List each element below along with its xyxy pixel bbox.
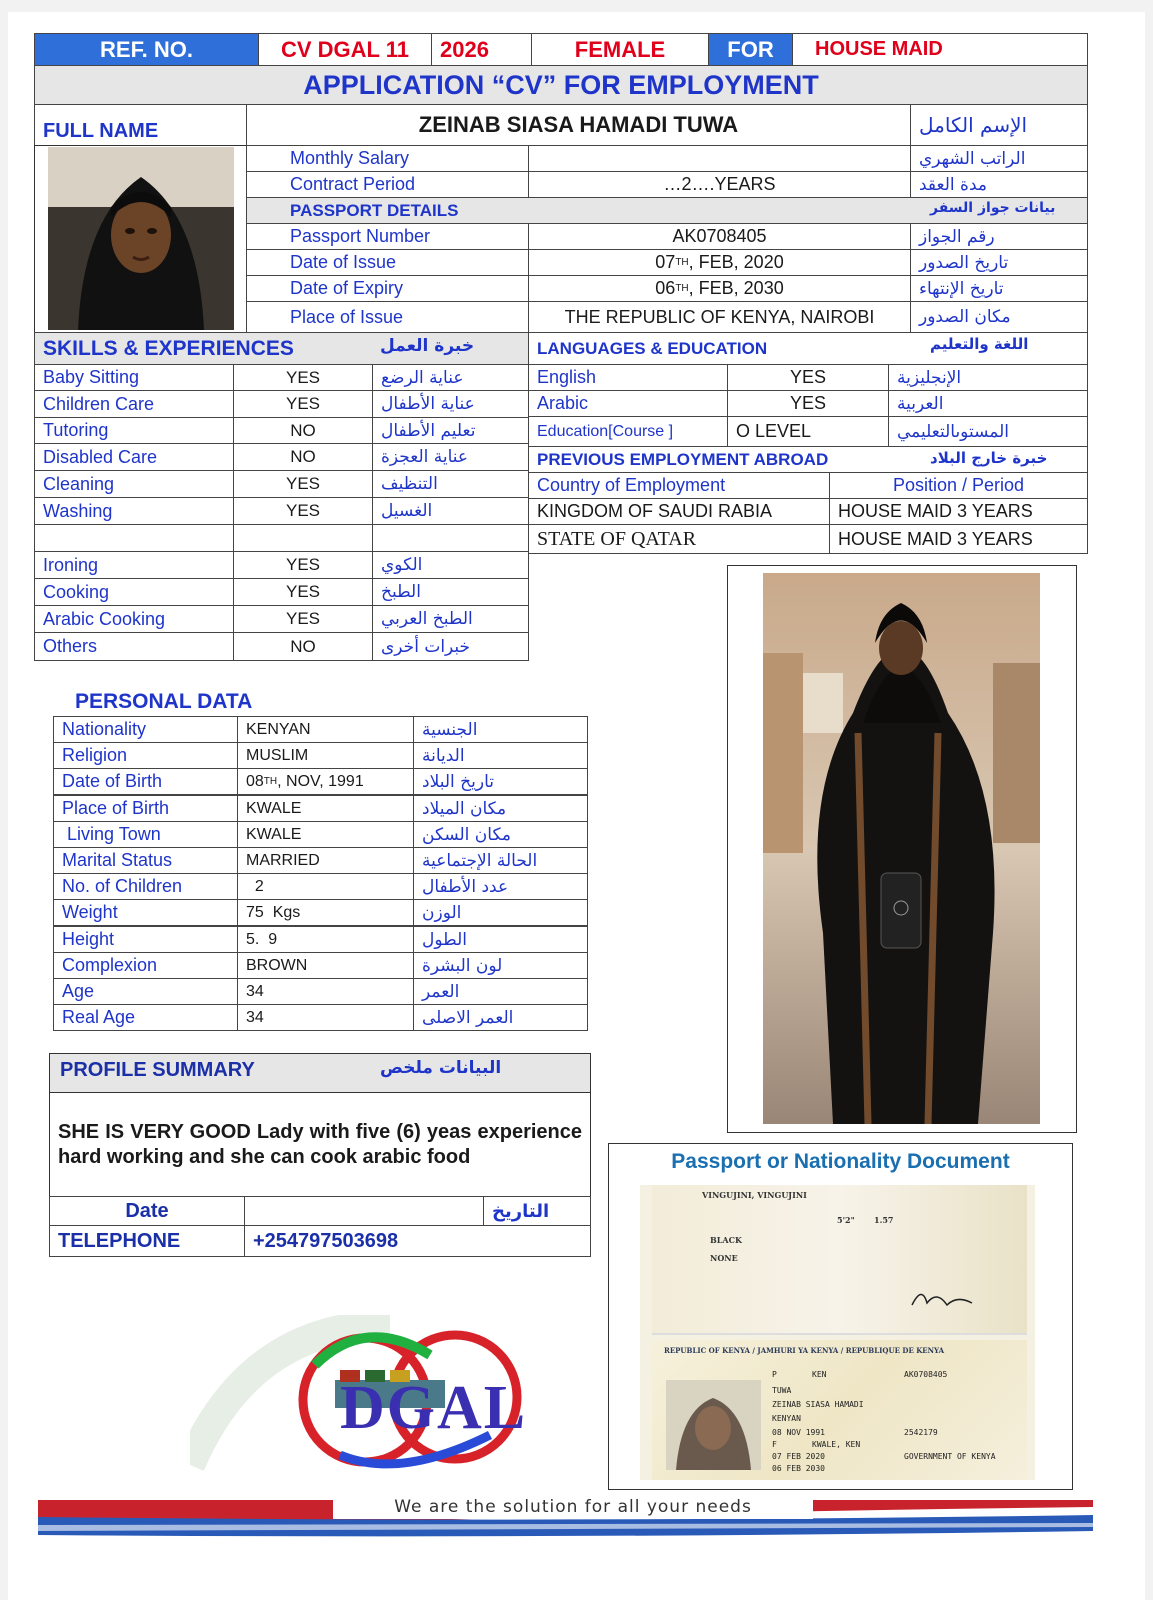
personal-value: 75 Kgs (237, 899, 414, 926)
education-value: O LEVEL (727, 416, 889, 447)
country-header: Country of Employment (528, 472, 830, 499)
personal-value: KWALE (237, 795, 414, 822)
footer-banner (38, 1495, 1093, 1540)
personal-data-title: PERSONAL DATA (75, 690, 253, 713)
contract-period-label-ar: مدة العقد (910, 171, 1088, 198)
skill-value: YES (233, 390, 373, 418)
monthly-salary-label-ar: الراتب الشهري (910, 145, 1088, 172)
passport-height-text: 5'2" (837, 1215, 855, 1225)
personal-label: Nationality (53, 716, 238, 743)
personal-value-suffix: TH (263, 776, 278, 787)
company-logo (190, 1315, 560, 1475)
education-label-ar: المستوىالتعليمي (888, 416, 1088, 447)
passport-expiry-date: 06 FEB 2030 (772, 1464, 825, 1473)
passport-upper-page (652, 1185, 1027, 1335)
skill-value: NO (233, 443, 373, 471)
date-label-ar: التاريخ (483, 1196, 591, 1226)
date-of-issue-label-ar: تاريخ الصدور (910, 249, 1088, 276)
date-label: Date (49, 1196, 245, 1226)
skill-label-ar: تعليم الأطفال (372, 417, 529, 444)
ref-label: REF. NO. (34, 33, 259, 66)
passport-type: P (772, 1370, 777, 1379)
skill-label: Children Care (34, 390, 234, 418)
skill-value: YES (233, 605, 373, 633)
education-label: Education[Course ] (528, 416, 728, 447)
previous-employment-header-ar: خبرة خارج البلاد (930, 449, 1048, 467)
date-value (244, 1196, 484, 1226)
passport-holder-photo (666, 1380, 761, 1470)
position-header: Position / Period (829, 472, 1088, 499)
passport-details-header: PASSPORT DETAILS (246, 197, 1088, 224)
gender: FEMALE (531, 33, 709, 66)
skill-value: YES (233, 551, 373, 579)
arabic-label-ar: العربية (888, 390, 1088, 417)
contract-period-label: Contract Period (246, 171, 529, 198)
place-of-issue-label-ar: مكان الصدور (910, 301, 1088, 333)
personal-label: Weight (53, 899, 238, 926)
full-name-label: FULL NAME (34, 104, 247, 146)
personal-label: Complexion (53, 952, 238, 979)
skill-label-ar: عناية الرضع (372, 364, 529, 391)
skill-value (233, 524, 373, 552)
passport-code: KEN (812, 1370, 827, 1379)
passport-given-names: ZEINAB SIASA HAMADI (772, 1400, 864, 1409)
for-label: FOR (708, 33, 793, 66)
personal-label: Age (53, 978, 238, 1005)
profile-summary-title: PROFILE SUMMARY (60, 1059, 255, 1081)
personal-label-ar: مكان الميلاد (413, 795, 588, 822)
personal-label-ar: مكان السكن (413, 821, 588, 848)
personal-value: MARRIED (237, 847, 414, 874)
skill-value: YES (233, 470, 373, 498)
profile-summary-title-ar: البيانات ملخص (380, 1058, 502, 1078)
skill-label-ar: عناية العجزة (372, 443, 529, 471)
passport-number-label-ar: رقم الجواز (910, 223, 1088, 250)
personal-value-day: 08 (246, 772, 264, 790)
passport-document-title: Passport or Nationality Document (671, 1150, 1010, 1173)
personal-label-ar: الديانة (413, 742, 588, 769)
contract-period-value: …2….YEARS (528, 171, 911, 198)
cv-year: 2026 (431, 33, 532, 66)
languages-header: LANGUAGES & EDUCATION (528, 332, 1088, 365)
skill-label: Cleaning (34, 470, 234, 498)
skill-label-ar: الكوي (372, 551, 529, 579)
skill-label-ar: خبرات أخرى (372, 632, 529, 661)
passport-nationality: KENYAN (772, 1414, 801, 1423)
skill-label-ar: الطبخ (372, 578, 529, 606)
date-of-issue-label: Date of Issue (246, 249, 529, 276)
personal-label-ar: العمر الاصلى (413, 1004, 588, 1031)
english-value: YES (727, 364, 889, 391)
skill-value: YES (233, 364, 373, 391)
previous-employment-header: PREVIOUS EMPLOYMENT ABROAD (528, 446, 1088, 473)
date-of-expiry-label-ar: تاريخ الإنتهاء (910, 275, 1088, 302)
cv-code: CV DGAL 11 (258, 33, 432, 66)
passport-number-label: Passport Number (246, 223, 529, 250)
personal-label-ar: الطول (413, 926, 588, 953)
skill-label: Tutoring (34, 417, 234, 444)
personal-value: 2 (237, 873, 414, 900)
skill-label: Others (34, 632, 234, 661)
footer-slogan: We are the solution for all your needs (333, 1497, 813, 1519)
skill-label: Arabic Cooking (34, 605, 234, 633)
position-applied: HOUSE MAID (792, 33, 1088, 66)
employment-country-1: KINGDOM OF SAUDI RABIA (528, 498, 830, 525)
passport-issue-date: 07 FEB 2020 (772, 1452, 825, 1461)
employment-position-1: HOUSE MAID 3 YEARS (829, 498, 1088, 525)
full-name-label-ar: الإسم الكامل (910, 104, 1088, 146)
personal-label-ar: عدد الأطفال (413, 873, 588, 900)
passport-colour-text: BLACK (710, 1235, 742, 1245)
personal-label: No. of Children (53, 873, 238, 900)
personal-label-ar: الجنسية (413, 716, 588, 743)
date-of-expiry-value: 06 TH , FEB, 2030 (528, 275, 911, 302)
skills-header: SKILLS & EXPERIENCES (34, 332, 529, 365)
skill-label: Baby Sitting (34, 364, 234, 391)
english-label-ar: الإنجليزية (888, 364, 1088, 391)
passport-data-page (652, 1340, 1027, 1480)
place-of-issue-label: Place of Issue (246, 301, 529, 333)
personal-label-ar: العمر (413, 978, 588, 1005)
profile-summary-text: SHE IS VERY GOOD Lady with five (6) yeas experience hard working and she can cook arabic food (58, 1121, 582, 1168)
skill-label: Disabled Care (34, 443, 234, 471)
passport-number-value: AK0708405 (528, 223, 911, 250)
passport-dob: 08 NOV 1991 (772, 1428, 825, 1437)
skill-label: Ironing (34, 551, 234, 579)
applicant-headshot (48, 147, 234, 330)
personal-value: 34 (237, 1004, 414, 1031)
personal-value (237, 768, 414, 795)
skill-value: YES (233, 497, 373, 525)
passport-republic-heading: REPUBLIC OF KENYA / JAMHURI YA KENYA / REPUBLIQUE DE KENYA (664, 1346, 945, 1355)
skill-label-ar: الغسيل (372, 497, 529, 525)
passport-surname: TUWA (772, 1386, 792, 1395)
monthly-salary-value (528, 145, 911, 172)
passport-height-metric: 1.57 (874, 1215, 894, 1225)
employment-country-2: STATE OF QATAR (528, 524, 830, 554)
skill-label: Washing (34, 497, 234, 525)
passport-place-birth: KWALE, KEN (812, 1440, 861, 1449)
languages-header-ar: اللغة والتعليم (930, 335, 1029, 353)
personal-value: BROWN (237, 952, 414, 979)
personal-label: Real Age (53, 1004, 238, 1031)
passport-id-number: 2542179 (904, 1428, 938, 1437)
skill-value: YES (233, 578, 373, 606)
personal-label-ar: لون البشرة (413, 952, 588, 979)
telephone-label: TELEPHONE (49, 1225, 245, 1257)
passport-place-text: VINGUJINI, VINGUJINI (702, 1190, 807, 1200)
personal-label-ar: الوزن (413, 899, 588, 926)
applicant-full-body-photo (763, 573, 1040, 1124)
personal-label: Place of Birth (53, 795, 238, 822)
skill-value: NO (233, 632, 373, 661)
skill-label (34, 524, 234, 552)
full-name-value: ZEINAB SIASA HAMADI TUWA (246, 104, 911, 146)
passport-number-mrz: AK0708405 (904, 1370, 948, 1379)
personal-value: MUSLIM (237, 742, 414, 769)
skill-label-ar: عناية الأطفال (372, 390, 529, 418)
personal-label: Marital Status (53, 847, 238, 874)
personal-label-ar: تاريخ البلاد (413, 768, 588, 795)
personal-value-rest: , NOV, 1991 (277, 772, 364, 790)
personal-value: 5. 9 (237, 926, 414, 953)
personal-label: Living Town (53, 821, 238, 848)
skill-label-ar: الطبخ العربي (372, 605, 529, 633)
passport-sex: F (772, 1440, 777, 1449)
employment-position-2: HOUSE MAID 3 YEARS (829, 524, 1088, 554)
passport-marks-text: NONE (710, 1253, 738, 1263)
date-of-issue-value: 07 TH , FEB, 2020 (528, 249, 911, 276)
personal-value: KENYAN (237, 716, 414, 743)
monthly-salary-label: Monthly Salary (246, 145, 529, 172)
date-of-expiry-label: Date of Expiry (246, 275, 529, 302)
passport-authority: GOVERNMENT OF KENYA (904, 1452, 996, 1461)
personal-label-ar: الحالة الإجتماعية (413, 847, 588, 874)
place-of-issue-value: THE REPUBLIC OF KENYA, NAIROBI (528, 301, 911, 333)
skill-label-ar: التنظيف (372, 470, 529, 498)
english-label: English (528, 364, 728, 391)
personal-value: KWALE (237, 821, 414, 848)
arabic-value: YES (727, 390, 889, 417)
logo-text: DGAL (340, 1374, 528, 1442)
skills-header-ar: خبرة العمل (380, 336, 475, 356)
personal-label: Date of Birth (53, 768, 238, 795)
passport-signature (907, 1285, 977, 1315)
skill-label: Cooking (34, 578, 234, 606)
personal-value: 34 (237, 978, 414, 1005)
telephone-value: +254797503698 (244, 1225, 591, 1257)
skill-label-ar (372, 524, 529, 552)
personal-label: Height (53, 926, 238, 953)
page-title: APPLICATION “CV” FOR EMPLOYMENT (34, 65, 1088, 105)
passport-image (640, 1185, 1035, 1480)
personal-label: Religion (53, 742, 238, 769)
passport-details-header-ar: بيانات جواز السفر (930, 200, 1056, 216)
arabic-label: Arabic (528, 390, 728, 417)
skill-value: NO (233, 417, 373, 444)
